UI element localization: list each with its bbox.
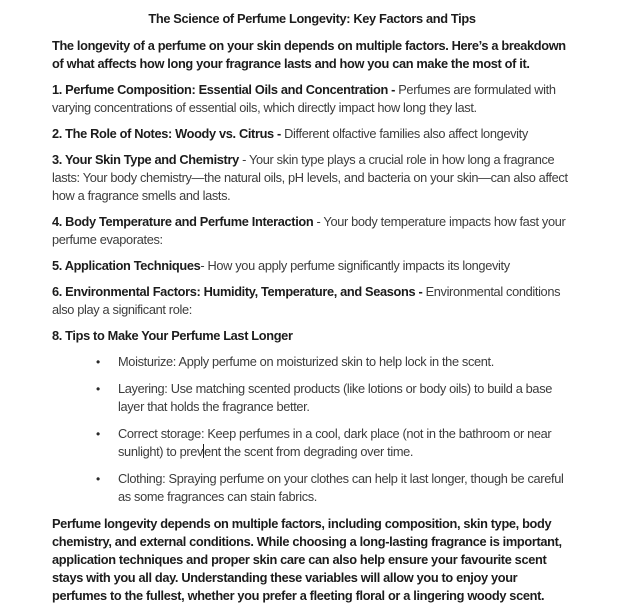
section-paragraph-3 — [52, 151, 572, 205]
section-1-body: Perfumes are formulated with varying concentrations of essential oils, which directly impact how long they last. — [52, 82, 556, 115]
section-4-heading: 4. Body Temperature and Perfume Interaction — [52, 214, 314, 229]
section-6-heading: 6. Environmental Factors: Humidity, Temperature, and Seasons - — [52, 284, 426, 299]
tip-text: Moisturize: Apply perfume on moisturized skin to help lock in the scent. — [118, 354, 494, 369]
tip-item-moisturize — [118, 353, 572, 371]
section-4-body: - Your body temperature impacts how fast your perfume evaporates: — [52, 214, 566, 247]
section-paragraph-1 — [52, 81, 572, 117]
tip-item-clothing — [118, 470, 572, 506]
tip-text: Layering: Use matching scented products (like lotions or body oils) to build a base layer that holds the fragrance better. — [118, 381, 553, 414]
section-2-heading: 2. The Role of Notes: Woody vs. Citrus - — [52, 126, 285, 141]
tip-text: Correct storage: Keep perfumes in a cool, dark place (not in the bathroom or near sunlight) to prev — [118, 426, 552, 459]
tip-item-storage — [118, 425, 572, 461]
section-paragraph-6 — [52, 283, 572, 319]
section-1-heading: 1. Perfume Composition: Essential Oils and Concentration - — [52, 82, 399, 97]
conclusion-paragraph: Perfume longevity depends on multiple factors, including composition, skin type, body chemistry, and external conditions. While choosing a long-lasting fragrance is important, application techniques and proper skin care can also help ensure your favourite scent stays with you all day. Understanding these variables will allow you to enjoy your perfumes to the fullest, whether you prefer a fleeting floral or a lingering woody scent. — [52, 516, 562, 603]
tip-text: ent the scent from degrading over time. — [204, 444, 414, 459]
tip-text: Clothing: Spraying perfume on your clothes can help it last longer, though be careful as some fragrances can stain fabrics. — [118, 471, 564, 504]
tip-item-layering — [118, 380, 572, 416]
intro-paragraph: The longevity of a perfume on your skin depends on multiple factors. Here’s a breakdown of what affects how long your fragrance lasts and how you can make the most of it. — [52, 38, 566, 71]
tips-list — [52, 353, 572, 506]
section-paragraph-2 — [52, 125, 572, 143]
section-3-body: - Your skin type plays a crucial role in how long a fragrance lasts: Your body chemistry—the natural oils, pH levels, and bacteria on your skin—can also affect how a fragrance smells and lasts. — [52, 152, 568, 203]
section-2-body: Different olfactive families also affect longevity — [284, 126, 528, 141]
tips-heading: 8. Tips to Make Your Perfume Last Longer — [52, 328, 293, 343]
section-6-body: Environmental conditions also play a significant role: — [52, 284, 561, 317]
section-paragraph-5 — [52, 257, 572, 275]
section-5-heading: 5. Application Techniques — [52, 258, 201, 273]
section-5-body: - How you apply perfume significantly impacts its longevity — [200, 258, 510, 273]
section-paragraph-4 — [52, 213, 572, 249]
document-title: The Science of Perfume Longevity: Key Factors and Tips — [148, 11, 476, 26]
section-3-heading: 3. Your Skin Type and Chemistry — [52, 152, 239, 167]
